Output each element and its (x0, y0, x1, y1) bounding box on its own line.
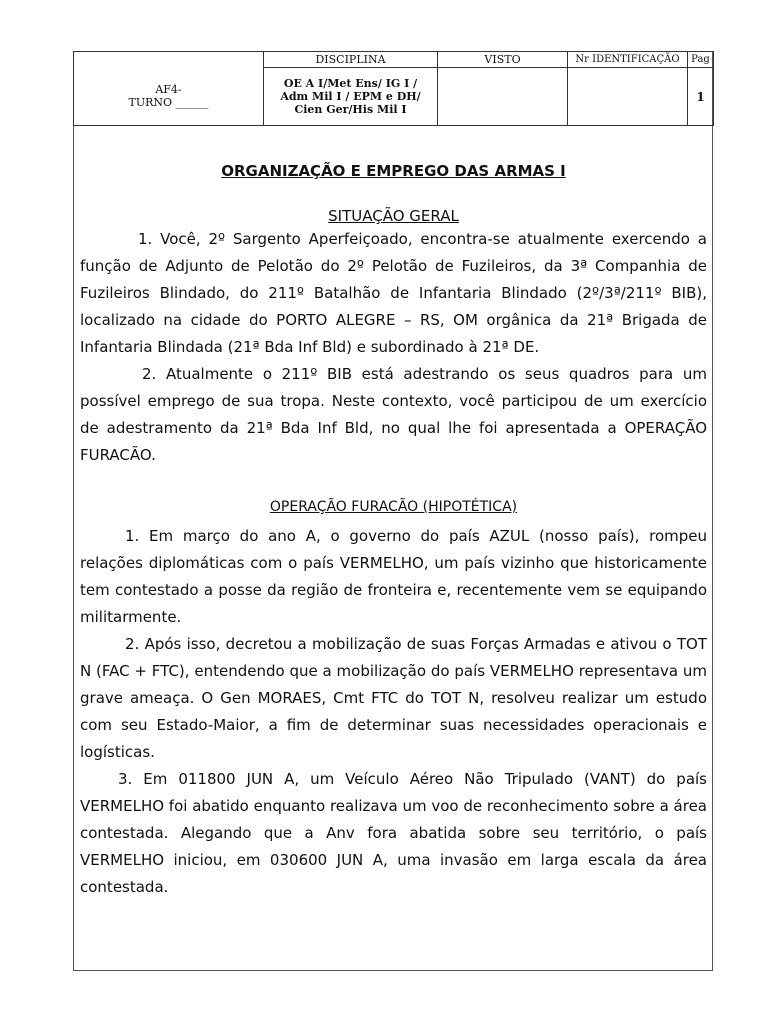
operacao-paragraph-1: 1. Em março do ano A, o governo do país AZUL (nosso país), rompeu relações diplomáticas com o país VERMELHO, um país vizinho que historicamente tem contestado a posse da região de fronteira e, recentemente vem se equipando militarmente. (80, 527, 707, 626)
situacao-paragraph-2: 2. Atualmente o 211º BIB está adestrando os seus quadros para um possível emprego de sua tropa. Neste contexto, você participou de um exercício de adestramento da 21ª Bda Inf Bld, no qual lhe foi apresentada a OPERAÇÃO FURACÃO. (80, 365, 707, 464)
header-table (73, 51, 714, 126)
nr-identificacao-header: Nr IDENTIFICAÇÃO (568, 52, 688, 68)
disciplina-line-3: Cien Ger/His Mil I (294, 103, 407, 116)
document-body (80, 150, 707, 901)
af-label: AF4- (155, 82, 182, 96)
operacao-paragraph-3: 3. Em 011800 JUN A, um Veículo Aéreo Não Tripulado (VANT) do país VERMELHO foi abatido enquanto realizava um voo de reconhecimento sobre a área contestada. Alegando que a Anv fora abatida sobre seu território, o país VERMELHO iniciou, em 030600 JUN A, uma invasão em larga escala da área contestada. (80, 770, 707, 896)
disciplina-line-1: OE A I/Met Ens/ IG I / (283, 77, 418, 90)
af-turno-cell (74, 52, 264, 126)
operacao-furacao-heading: OPERAÇÃO FURACÃO (HIPOTÉTICA) (269, 499, 518, 515)
pag-header: Pag (688, 52, 714, 68)
situacao-geral-heading: SITUAÇÃO GERAL (328, 207, 459, 225)
visto-header: VISTO (438, 52, 568, 68)
disciplina-header: DISCIPLINA (264, 52, 438, 68)
situacao-paragraph-1: 1. Você, 2º Sargento Aperfeiçoado, encontra-se atualmente exercendo a função de Adjunto de Pelotão do 2º Pelotão de Fuzileiros, da 3ª Companhia de Fuzileiros Blindado, do 211º Batalhão de Infantaria Blindado (2º/3ª/211º BIB), localizado na cidade do PORTO ALEGRE – RS, OM orgânica da 21ª Brigada de Infantaria Blindada (21ª Bda Inf Bld) e subordinado à 21ª DE. (80, 230, 707, 356)
turno-label: TURNO ______ (128, 95, 209, 109)
disciplina-line-2: Adm Mil I / EPM e DH/ (280, 90, 421, 103)
visto-value[interactable] (438, 68, 568, 126)
operacao-paragraph-2: 2. Após isso, decretou a mobilização de suas Forças Armadas e ativou o TOT N (FAC + FTC), entendendo que a mobilização do país VERMELHO representava um grave ameaça. O Gen MORAES, Cmt FTC do TOT N, resolveu realizar um estudo com seu Estado-Maior, a fim de determinar suas necessidades operacionais e logísticas. (80, 635, 707, 761)
disciplina-value (264, 68, 438, 126)
nr-identificacao-value[interactable] (568, 68, 688, 126)
page-number: 1 (688, 68, 714, 126)
document-title: ORGANIZAÇÃO E EMPREGO DAS ARMAS I (221, 162, 566, 180)
